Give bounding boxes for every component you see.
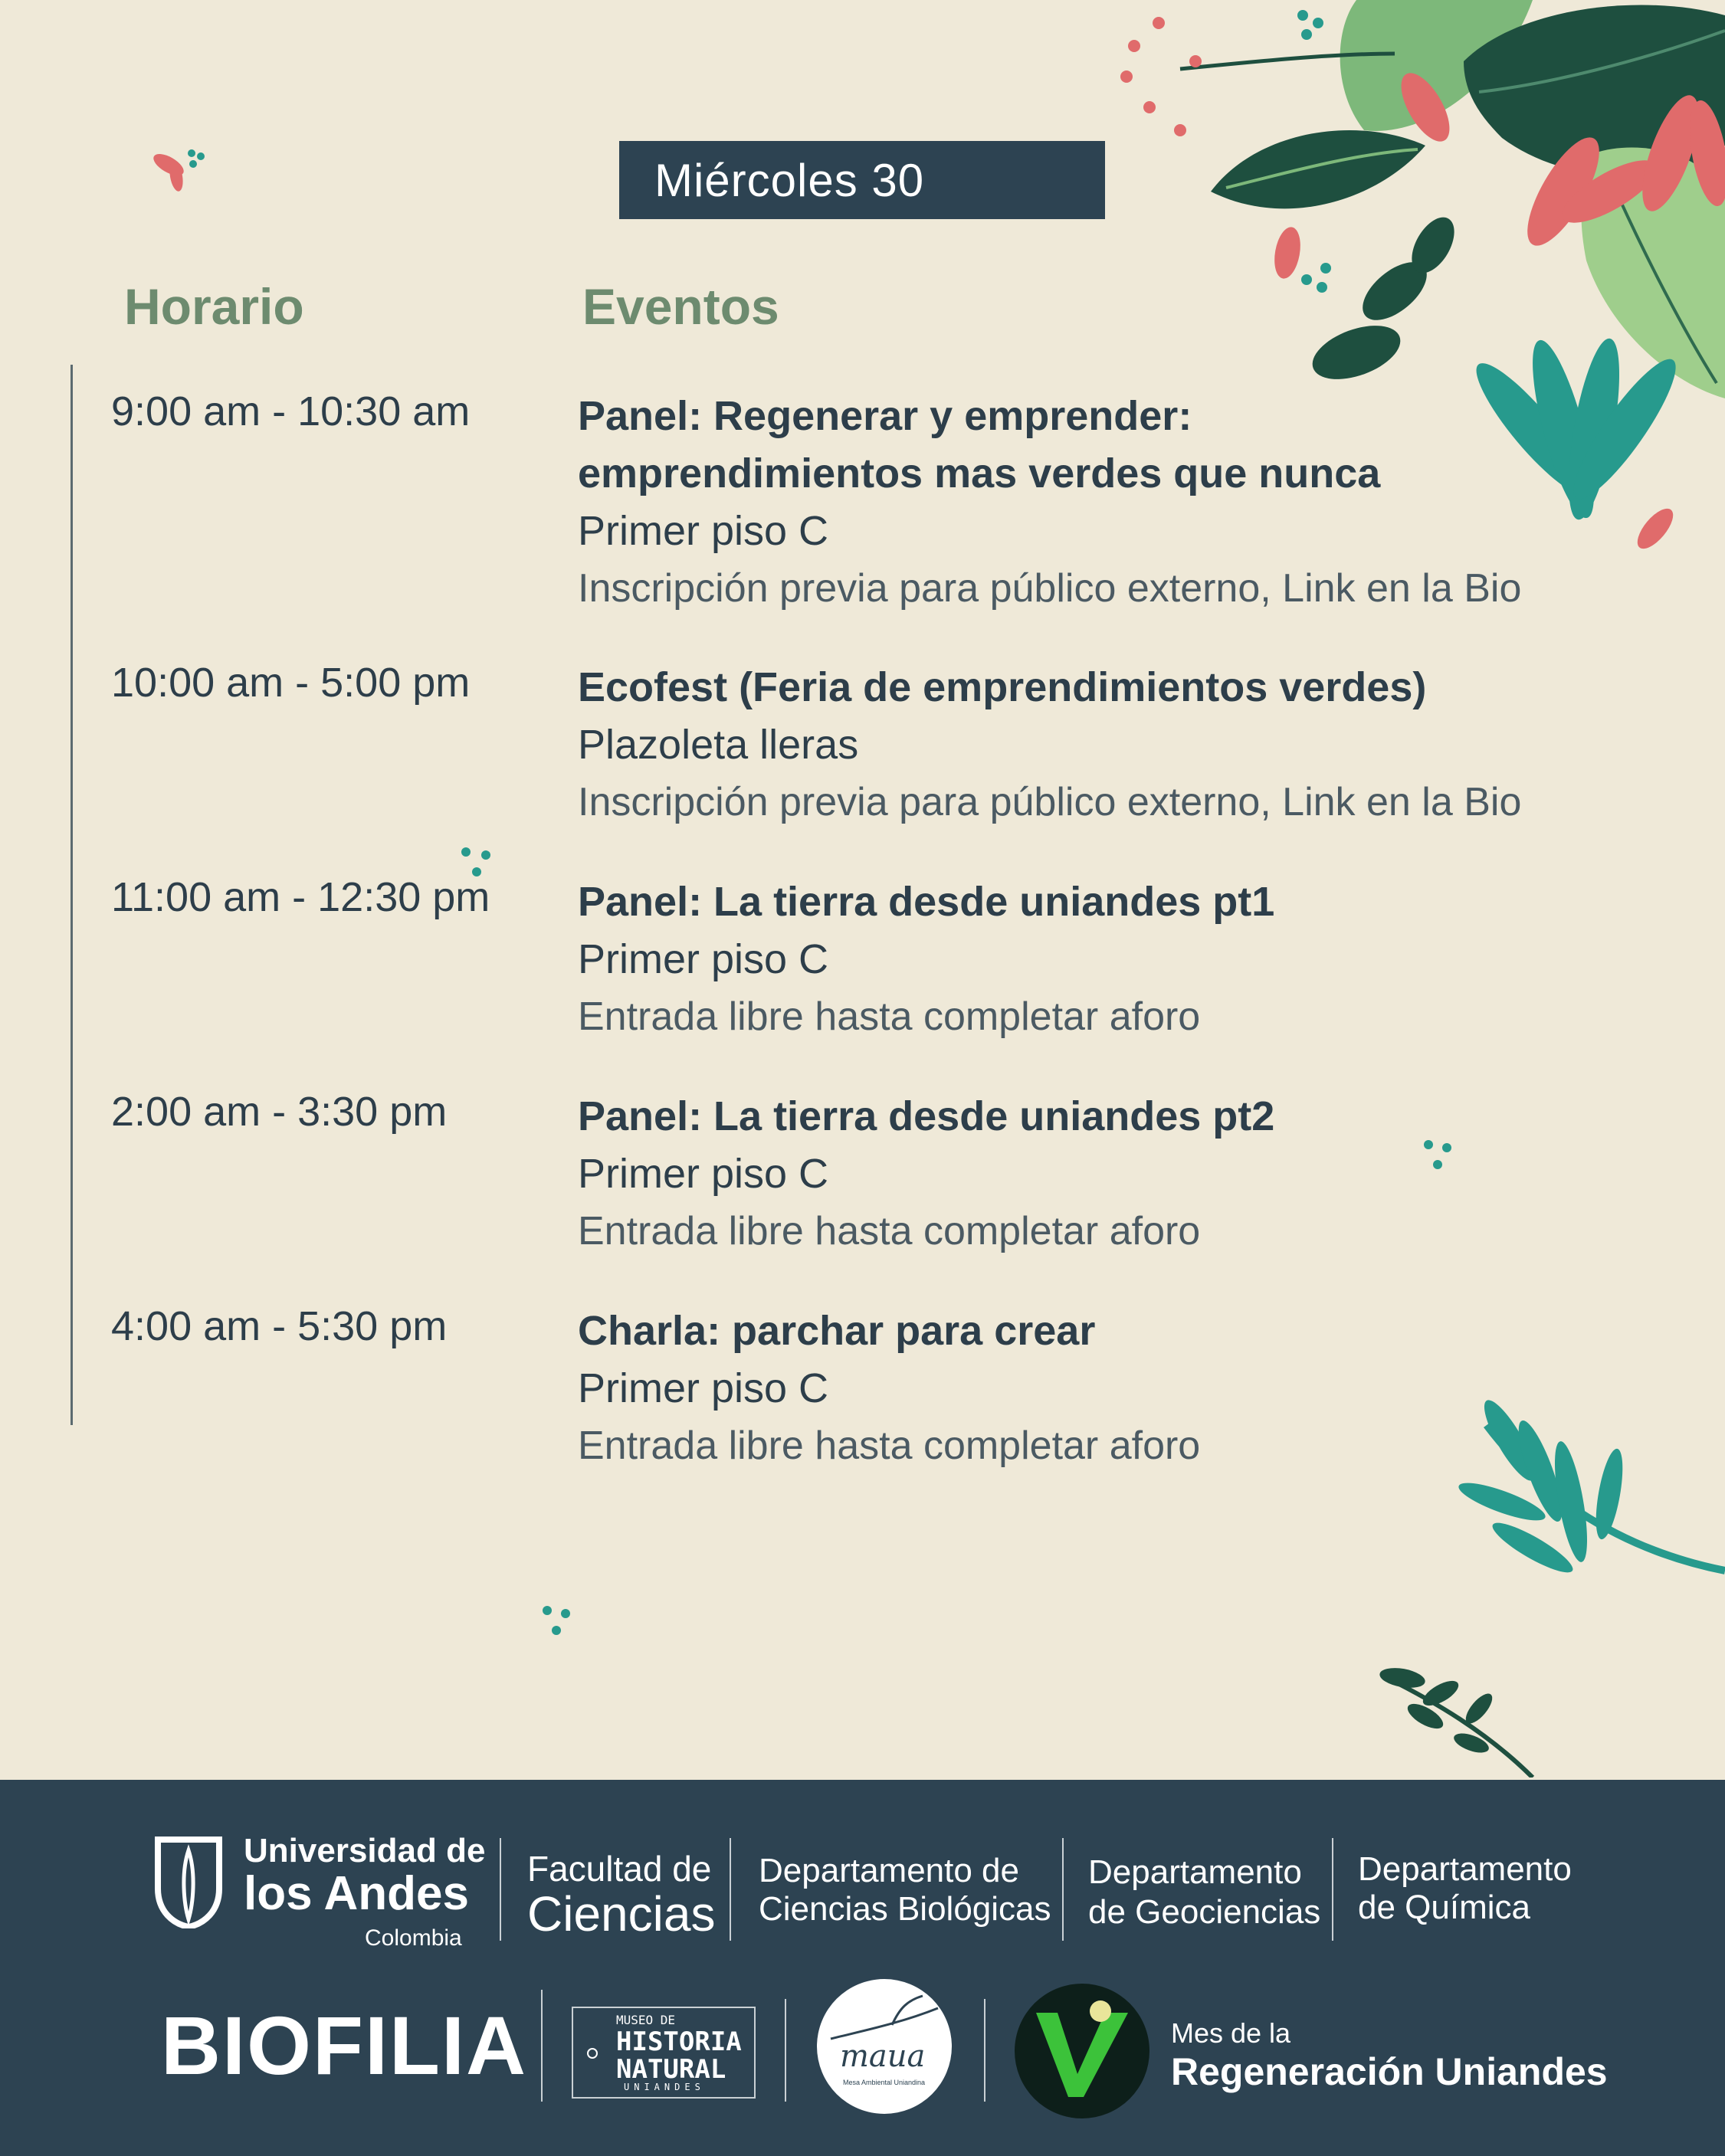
event-time: 11:00 am - 12:30 pm: [111, 874, 490, 920]
footer-separator: [984, 1999, 985, 2102]
footer-separator: [730, 1838, 731, 1941]
event-note: Inscripción previa para público externo, Link en la Bio: [578, 780, 1522, 824]
event-place: Plazoleta lleras: [578, 722, 859, 768]
university-name-line1: Universidad de: [244, 1832, 486, 1869]
faculty-line2: Ciencias: [527, 1886, 716, 1941]
regeneracion-line1: Mes de la: [1171, 2017, 1291, 2049]
museum-dot-icon: [587, 2048, 598, 2059]
day-label: Miércoles 30: [654, 154, 925, 206]
department-line2: de Química: [1358, 1889, 1530, 1926]
events-heading: Eventos: [582, 278, 779, 335]
university-name-line3: Colombia: [365, 1925, 462, 1951]
biofilia-logo: BIOFILIA: [161, 1999, 527, 2092]
footer-separator: [785, 1999, 786, 2102]
event-title: Charla: parchar para crear: [578, 1308, 1096, 1354]
faculty-line1: Facultad de: [527, 1849, 712, 1889]
sprig-icon: [1372, 1663, 1540, 1778]
dots-icon: [539, 1603, 578, 1641]
department-line1: Departamento de: [759, 1852, 1019, 1889]
event-time: 2:00 am - 3:30 pm: [111, 1089, 448, 1135]
footer-separator: [1332, 1838, 1333, 1941]
event-title: Panel: La tierra desde uniandes pt2: [578, 1093, 1275, 1139]
event-title: Ecofest (Feria de emprendimientos verdes): [578, 664, 1427, 710]
regeneracion-line2: Regeneración Uniandes: [1171, 2050, 1608, 2093]
event-title: emprendimientos mas verdes que nunca: [578, 451, 1381, 496]
footer-separator: [541, 1990, 543, 2102]
museum-line2: HISTORIA: [616, 2027, 742, 2057]
sponsors-footer: [0, 1780, 1725, 2156]
footer-separator: [500, 1838, 501, 1941]
event-time: 10:00 am - 5:00 pm: [111, 660, 471, 706]
maua-name: maua: [840, 2039, 926, 2074]
museum-line1: MUSEO DE: [616, 2013, 676, 2027]
event-place: Primer piso C: [578, 936, 829, 982]
event-note: Entrada libre hasta completar aforo: [578, 1424, 1201, 1468]
maua-subtitle: Mesa Ambiental Uniandina: [843, 2079, 926, 2086]
event-time: 4:00 am - 5:30 pm: [111, 1303, 448, 1349]
flower-small-icon: [146, 146, 215, 199]
event-note: Entrada libre hasta completar aforo: [578, 994, 1201, 1039]
museum-line3: NATURAL: [616, 2054, 726, 2085]
event-place: Primer piso C: [578, 1365, 829, 1411]
department-line2: de Geociencias: [1088, 1893, 1321, 1931]
event-place: Primer piso C: [578, 1151, 829, 1197]
event-place: Primer piso C: [578, 508, 829, 554]
university-name-line2: los Andes: [244, 1867, 469, 1920]
footer-separator: [1062, 1838, 1064, 1941]
event-title: Panel: La tierra desde uniandes pt1: [578, 879, 1275, 925]
uniandes-shield-icon: [150, 1835, 227, 1928]
department-line1: Departamento: [1358, 1850, 1572, 1888]
department-line2: Ciencias Biológicas: [759, 1890, 1051, 1928]
event-note: Inscripción previa para público externo, Link en la Bio: [578, 566, 1522, 611]
department-line1: Departamento: [1088, 1853, 1302, 1891]
event-time: 9:00 am - 10:30 am: [111, 388, 471, 434]
event-title: Panel: Regenerar y emprender:: [578, 393, 1192, 439]
timeline-line: [71, 365, 73, 1425]
event-note: Entrada libre hasta completar aforo: [578, 1209, 1201, 1253]
museum-logo: [572, 2007, 756, 2099]
museum-line4: UNIANDES: [624, 2082, 705, 2092]
regeneracion-logo-icon: [1013, 1982, 1151, 2120]
day-banner: [619, 141, 1105, 219]
schedule-heading: Horario: [124, 278, 304, 335]
